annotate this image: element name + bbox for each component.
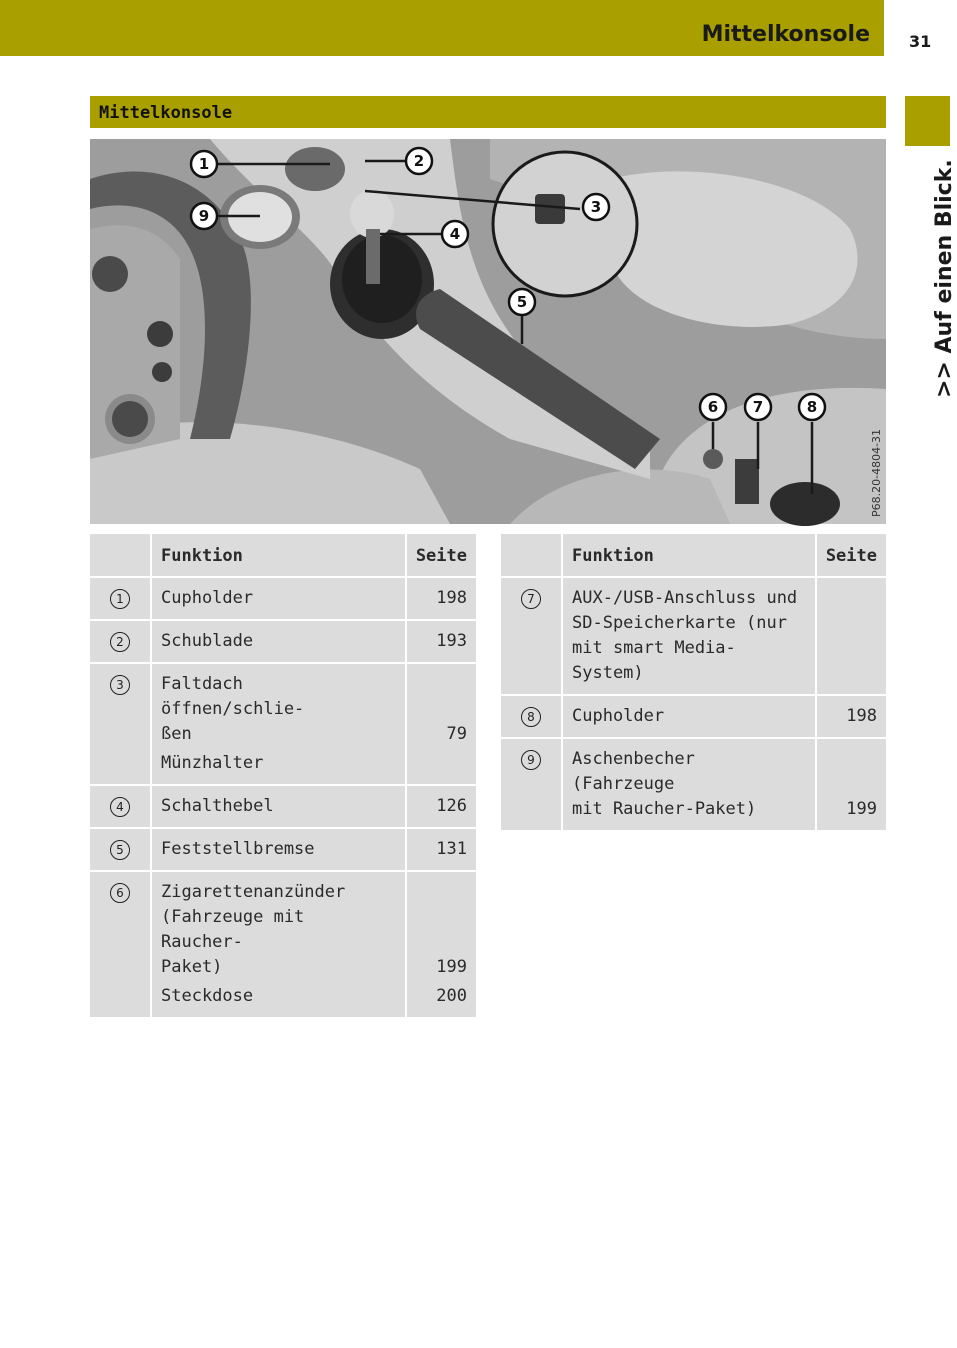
legend-table-left [90,534,476,1019]
page-cell [407,664,476,786]
svg-text:2: 2 [413,152,425,170]
function-cell [563,578,817,696]
function-cell [152,621,407,664]
header-page: Seite [817,534,886,578]
row-number-badge: 6 [110,883,130,903]
section-title: Mittelkonsole [99,103,233,123]
svg-text:1: 1 [198,155,210,173]
row-number-cell [90,872,152,1019]
header-page: Seite [407,534,476,578]
callout-8 [799,394,825,420]
row-number-cell [90,829,152,872]
table-row [90,829,476,872]
row-number-badge: 3 [110,675,130,695]
function-text: Zigarettenanzünder [161,882,346,902]
page-cell [407,829,476,872]
page-number: 31 [909,32,932,51]
row-number-cell [501,739,563,832]
page-reference: 198 [846,706,877,726]
page-reference-sub: 200 [436,986,467,1006]
function-text: Cupholder [161,588,254,608]
row-number-badge: 1 [110,589,130,609]
table-header-row [501,534,886,578]
row-number-badge: 8 [521,707,541,727]
function-subtext: Steckdose [161,986,254,1006]
page-cell [407,872,476,1019]
function-text: mit Raucher-Paket) [572,799,757,819]
page-cell [817,578,886,696]
row-number-badge: 7 [521,589,541,609]
function-cell [152,578,407,621]
row-number-badge: 4 [110,797,130,817]
function-text: (Fahrzeuge mit Raucher- [161,907,305,952]
callout-5 [509,289,535,315]
function-text: Cupholder [572,706,665,726]
page-reference: 126 [436,796,467,816]
callout-6 [700,394,726,420]
row-number-cell [90,664,152,786]
page-cell [817,696,886,739]
function-text: Schublade [161,631,254,651]
page-number-box [887,0,950,56]
page-reference: 199 [846,799,877,819]
row-number-cell [501,696,563,739]
callout-1 [191,151,217,177]
row-number-badge: 9 [521,750,541,770]
callout-2 [406,148,432,174]
center-console-photo [90,139,886,524]
function-text: SD-Speicherkarte (nur [572,613,787,633]
page-reference: 193 [436,631,467,651]
page-cell [407,578,476,621]
function-text: Schalthebel [161,796,274,816]
header-title: Mittelkonsole [701,22,870,47]
side-tab-label: >> Auf einen Blick. [932,159,957,398]
function-cell [563,739,817,832]
table-row [501,578,886,696]
function-text: Aschenbecher (Fahrzeuge [572,749,695,794]
header-number-cell [90,534,152,578]
table-row [501,696,886,739]
function-cell [152,664,407,786]
page-reference: 79 [446,724,467,744]
function-subtext: Münzhalter [161,753,264,773]
function-cell [563,696,817,739]
row-number-badge: 2 [110,632,130,652]
header-function: Funktion [152,534,407,578]
function-text: Faltdach öffnen/schlie- [161,674,305,719]
page-cell [407,786,476,829]
callout-3 [583,194,609,220]
table-row [90,621,476,664]
page-cell [817,739,886,832]
table-row [90,578,476,621]
svg-text:6: 6 [707,398,719,416]
function-text: AUX-/USB-Anschluss und [572,588,798,608]
function-cell [152,786,407,829]
svg-text:8: 8 [806,398,818,416]
page-reference: 131 [436,839,467,859]
function-text: mit smart Media-System) [572,638,736,683]
row-number-badge: 5 [110,840,130,860]
header-bar [0,0,884,56]
function-cell [152,872,407,1019]
legend-table-right [501,534,886,832]
table-row [90,872,476,1019]
side-tab [904,152,957,412]
svg-text:7: 7 [752,398,764,416]
table-header-row [90,534,476,578]
callout-4 [442,221,468,247]
svg-text:5: 5 [516,293,528,311]
function-cell [152,829,407,872]
svg-text:9: 9 [198,207,210,225]
row-number-cell [90,578,152,621]
row-number-cell [90,621,152,664]
table-row [90,786,476,829]
page-reference: 198 [436,588,467,608]
header-number-cell [501,534,563,578]
section-heading-bar [90,96,886,128]
image-code: P68.20-4804-31 [870,428,883,517]
table-row [90,664,476,786]
callout-7 [745,394,771,420]
function-text: Feststellbremse [161,839,315,859]
function-text: Paket) [161,957,223,977]
row-number-cell [90,786,152,829]
page-cell [407,621,476,664]
page-reference-sub [416,751,467,776]
page-reference: 199 [436,957,467,977]
side-tab-marker [905,96,950,146]
function-text: ßen [161,724,192,744]
row-number-cell [501,578,563,696]
header-function: Funktion [563,534,817,578]
svg-text:4: 4 [449,225,461,243]
svg-text:3: 3 [590,198,602,216]
callout-9 [191,203,217,229]
table-row [501,739,886,832]
